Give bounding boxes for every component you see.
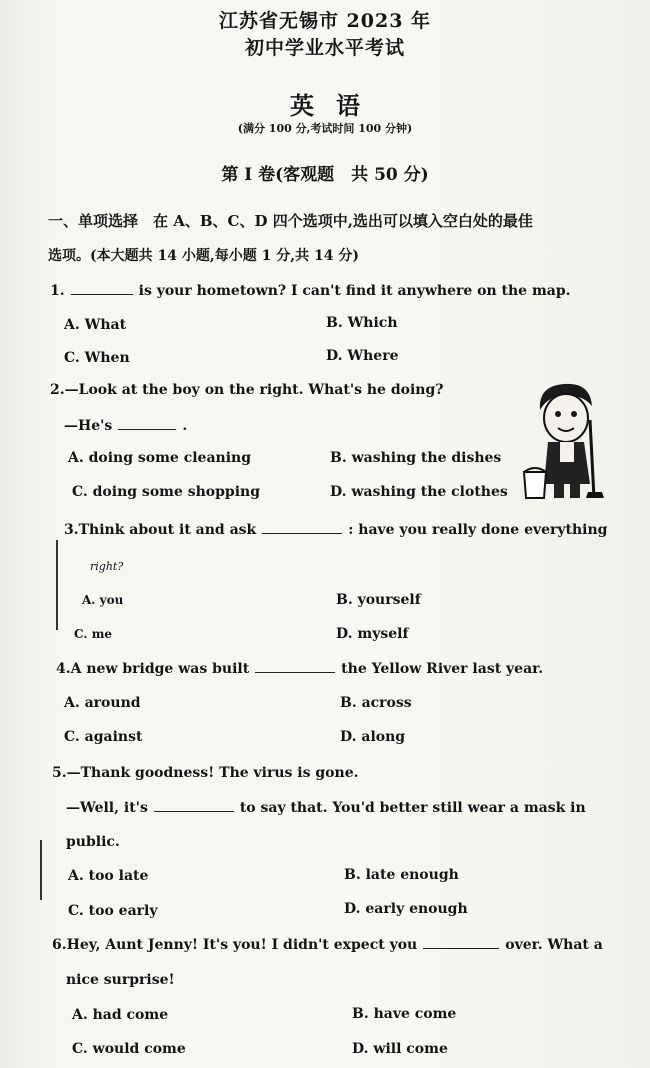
question-text: —Thank goodness! The virus is gone. — [66, 765, 359, 781]
q3-option-a: A. you — [82, 593, 124, 607]
question-number: 4. — [56, 661, 71, 677]
exam-title-line1: 江苏省无锡市 2023 年 — [218, 10, 432, 32]
q2-option-a: A. doing some cleaning — [68, 450, 251, 466]
q5-line3: public. — [66, 834, 120, 850]
question-text: Think about it and ask — [78, 522, 257, 538]
answer-blank — [71, 282, 133, 295]
q2-line2 — [64, 417, 187, 434]
question-text: is your hometown? I can't find it anywhere on the map. — [138, 283, 571, 299]
q1-option-a: A. What — [64, 317, 127, 333]
q4-option-d: D. along — [340, 729, 406, 745]
subject-title: 英语 — [290, 91, 382, 120]
q3-option-c: C. me — [74, 627, 113, 641]
question-number: 3. — [64, 522, 79, 538]
question-text: to say that. You'd better still wear a mask in — [239, 800, 586, 816]
answer-blank — [154, 799, 234, 812]
question-text: : have you really done everything — [348, 522, 608, 538]
q4-option-a: A. around — [64, 695, 141, 711]
question-2 — [50, 382, 443, 398]
q6-option-c: C. would come — [72, 1041, 186, 1057]
section-instruction-line2: 选项。(本大题共 14 小题,每小题 1 分,共 14 分) — [48, 248, 359, 264]
q3-option-b: B. yourself — [336, 592, 421, 608]
q5-option-c: C. too early — [68, 903, 158, 919]
answer-blank — [118, 417, 176, 430]
q6-line2: nice surprise! — [66, 972, 175, 988]
question-text: —He's — [64, 418, 113, 434]
question-4 — [56, 660, 543, 677]
margin-mark — [40, 840, 42, 900]
q2-option-c: C. doing some shopping — [72, 484, 261, 500]
question-text: —Well, it's — [66, 800, 148, 816]
answer-blank — [262, 521, 342, 534]
q5-option-d: D. early enough — [344, 901, 468, 917]
cartoon-boy-mopping — [520, 380, 612, 502]
answer-blank — [423, 936, 499, 949]
q1-option-b: B. Which — [326, 315, 398, 331]
part-title: 第 I 卷(客观题 共 50 分) — [221, 165, 429, 185]
margin-mark — [56, 540, 58, 630]
question-number: 5. — [52, 765, 67, 781]
question-1 — [50, 282, 571, 299]
exam-title-line2: 初中学业水平考试 — [244, 37, 405, 59]
question-text: the Yellow River last year. — [341, 661, 544, 677]
q4-option-b: B. across — [340, 695, 412, 711]
question-3 — [64, 521, 607, 538]
q3-line2: right? — [90, 560, 124, 573]
q6-option-a: A. had come — [72, 1007, 169, 1023]
q5-line2 — [66, 799, 586, 816]
q4-option-c: C. against — [64, 729, 143, 745]
exam-note: (满分 100 分,考试时间 100 分钟) — [237, 122, 413, 135]
question-number: 2. — [50, 382, 65, 398]
q5-option-a: A. too late — [68, 868, 149, 884]
question-text: —Look at the boy on the right. What's he doing? — [64, 382, 444, 398]
q2-option-d: D. washing the clothes — [330, 484, 508, 500]
question-text: A new bridge was built — [70, 661, 250, 677]
q6-option-d: D. will come — [352, 1041, 448, 1057]
answer-blank — [255, 660, 335, 673]
q1-option-c: C. When — [64, 350, 130, 366]
section-instruction-line1: 一、单项选择 在 A、B、C、D 四个选项中,选出可以填入空白处的最佳 — [48, 212, 533, 230]
q3-option-d: D. myself — [336, 626, 409, 642]
question-text: Hey, Aunt Jenny! It's you! I didn't expect you — [66, 937, 418, 953]
question-6 — [52, 936, 603, 953]
question-number: 1. — [50, 283, 65, 299]
question-text: . — [182, 418, 188, 434]
q2-option-b: B. washing the dishes — [330, 450, 502, 466]
q6-option-b: B. have come — [352, 1006, 457, 1022]
q1-option-d: D. Where — [326, 348, 399, 364]
question-5 — [52, 765, 358, 781]
question-text: over. What a — [505, 937, 603, 953]
question-number: 6. — [52, 937, 67, 953]
q5-option-b: B. late enough — [344, 867, 459, 883]
